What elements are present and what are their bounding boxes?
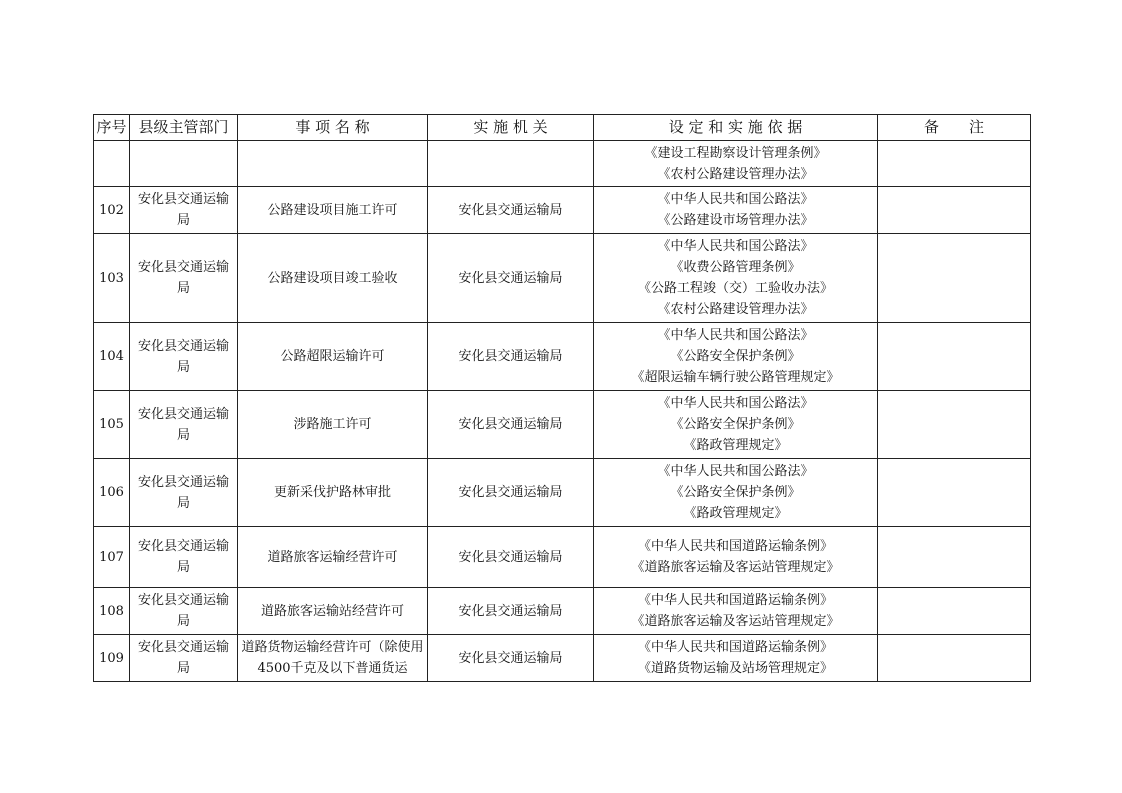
cell-basis [594,459,878,527]
cell-dept: 安化县交通运输局 [130,588,238,635]
cell-remark [878,187,1031,234]
basis-line: 《公路工程竣（交）工验收办法》 [637,281,833,296]
table-row [94,187,1031,234]
cell-item: 涉路施工许可 [238,391,428,459]
cell-seq: 104 [94,323,130,391]
cell-remark [878,588,1031,635]
cell-seq [94,141,130,187]
cell-remark [878,459,1031,527]
item-text-clip [240,637,425,679]
basis-line: 《收费公路管理条例》 [670,260,801,275]
cell-agency: 安化县交通运输局 [428,527,594,588]
cell-dept: 安化县交通运输局 [130,391,238,459]
item-text: 道路货物运输经营许可（除使用4500千克及以下普通货运 [241,640,424,676]
basis-line: 《农村公路建设管理办法》 [657,302,814,317]
cell-item: 更新采伐护路林审批 [238,459,428,527]
basis-line: 《农村公路建设管理办法》 [657,166,814,182]
cell-remark [878,141,1031,187]
basis-line: 《公路建设市场管理办法》 [657,213,814,228]
cell-seq: 103 [94,234,130,323]
cell-dept: 安化县交通运输局 [130,234,238,323]
cell-remark [878,635,1031,682]
cell-basis [594,588,878,635]
table-row [94,234,1031,323]
cell-basis [594,635,878,682]
header-seq: 序号 [94,115,130,141]
basis-line: 《道路旅客运输及客运站管理规定》 [631,614,840,629]
basis-line: 《中华人民共和国公路法》 [657,192,814,207]
basis-line: 《道路旅客运输及客运站管理规定》 [631,560,840,575]
basis-line: 《建设工程勘察设计管理条例》 [644,145,827,161]
header-basis: 设 定 和 实 施 依 据 [594,115,878,141]
basis-line: 《公路安全保护条例》 [670,485,801,500]
cell-remark [878,527,1031,588]
basis-line: 《中华人民共和国道路运输条例》 [637,640,833,655]
cell-dept: 安化县交通运输局 [130,635,238,682]
header-remark: 备 注 [878,115,1031,141]
table-row [94,323,1031,391]
cell-agency: 安化县交通运输局 [428,459,594,527]
cell-seq: 107 [94,527,130,588]
cell-basis [594,141,878,187]
cell-basis [594,527,878,588]
cell-item: 公路建设项目施工许可 [238,187,428,234]
basis-line: 《路政管理规定》 [683,438,788,453]
cell-agency: 安化县交通运输局 [428,234,594,323]
table-row [94,588,1031,635]
cell-seq: 105 [94,391,130,459]
cell-basis [594,391,878,459]
cell-agency [428,141,594,187]
cell-basis [594,187,878,234]
basis-line: 《中华人民共和国道路运输条例》 [637,539,833,554]
cell-remark [878,234,1031,323]
basis-line: 《中华人民共和国公路法》 [657,464,814,479]
cell-item: 公路建设项目竣工验收 [238,234,428,323]
header-item: 事 项 名 称 [238,115,428,141]
basis-line: 《道路货物运输及站场管理规定》 [637,661,833,676]
cell-agency: 安化县交通运输局 [428,391,594,459]
cell-basis [594,234,878,323]
cell-dept: 安化县交通运输局 [130,323,238,391]
basis-line: 《中华人民共和国公路法》 [657,239,814,254]
header-dept: 县级主管部门 [130,115,238,141]
cell-item: 公路超限运输许可 [238,323,428,391]
table-row [94,527,1031,588]
cell-dept: 安化县交通运输局 [130,187,238,234]
cell-item [238,635,428,682]
cell-item: 道路旅客运输站经营许可 [238,588,428,635]
header-agency: 实 施 机 关 [428,115,594,141]
cell-agency: 安化县交通运输局 [428,323,594,391]
permit-table [93,114,1031,682]
cell-item: 道路旅客运输经营许可 [238,527,428,588]
table-row [94,391,1031,459]
basis-line: 《中华人民共和国公路法》 [657,396,814,411]
basis-line: 《超限运输车辆行驶公路管理规定》 [631,370,840,385]
cell-remark [878,323,1031,391]
cell-agency: 安化县交通运输局 [428,635,594,682]
cell-seq: 102 [94,187,130,234]
table-row [94,141,1031,187]
cell-dept: 安化县交通运输局 [130,527,238,588]
cell-seq: 109 [94,635,130,682]
cell-agency: 安化县交通运输局 [428,588,594,635]
cell-remark [878,391,1031,459]
table-row [94,459,1031,527]
cell-dept [130,141,238,187]
table-row [94,635,1031,682]
cell-dept: 安化县交通运输局 [130,459,238,527]
basis-line: 《公路安全保护条例》 [670,349,801,364]
cell-seq: 106 [94,459,130,527]
cell-basis [594,323,878,391]
cell-item [238,141,428,187]
cell-seq: 108 [94,588,130,635]
table-header-row [94,115,1031,141]
basis-line: 《公路安全保护条例》 [670,417,801,432]
basis-line: 《中华人民共和国公路法》 [657,328,814,343]
cell-agency: 安化县交通运输局 [428,187,594,234]
basis-line: 《路政管理规定》 [683,506,788,521]
basis-line: 《中华人民共和国道路运输条例》 [637,593,833,608]
